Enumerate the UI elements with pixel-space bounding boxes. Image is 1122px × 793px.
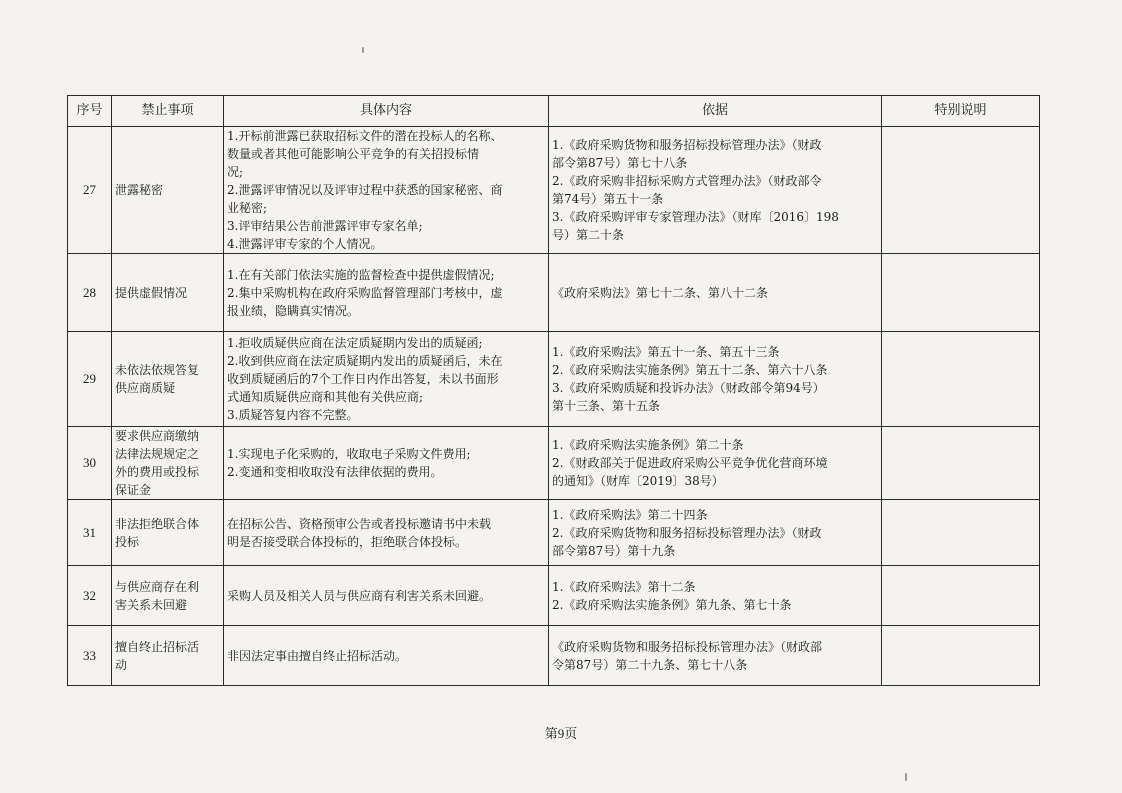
table-row — [68, 127, 1040, 254]
item-line: 外的费用或投标 — [115, 465, 200, 479]
cell-content — [224, 500, 549, 566]
item-line: 未依法依规答复 — [115, 363, 200, 377]
cell-item — [112, 626, 224, 686]
basis-line: 2.《政府采购货物和服务招标投标管理办法》（财政 — [552, 525, 822, 540]
item-line: 动 — [115, 657, 128, 672]
cell-no: 30 — [68, 427, 112, 500]
header-content: 具体内容 — [224, 96, 549, 127]
cell-content — [224, 566, 549, 626]
item-line: 非法拒绝联合体 — [115, 516, 200, 531]
content-line: 2.泄露评审情况以及评审过程中获悉的国家秘密、商 — [227, 183, 503, 197]
cell-basis — [549, 127, 882, 254]
basis-line: 第十三条、第十五条 — [552, 399, 661, 413]
content-line: 报业绩，隐瞒真实情况。 — [227, 303, 360, 318]
cell-note — [882, 254, 1040, 332]
content-line: 2.变通和变相收取没有法律依据的费用。 — [227, 465, 443, 479]
basis-line: 令第87号）第二十九条、第七十八条 — [552, 657, 748, 672]
cell-no: 33 — [68, 626, 112, 686]
item-line: 法律法规规定之 — [115, 447, 200, 461]
table-body — [68, 127, 1040, 686]
cell-note — [882, 566, 1040, 626]
item-line: 害关系未回避 — [115, 597, 188, 612]
basis-line: 1.《政府采购法》第二十四条 — [552, 507, 708, 522]
content-line: 业秘密; — [227, 201, 268, 215]
cell-no: 29 — [68, 332, 112, 427]
basis-line: 第74号）第五十一条 — [552, 192, 664, 206]
table-header-row — [68, 96, 1040, 127]
cell-content — [224, 626, 549, 686]
item-line: 擅自终止招标活 — [115, 639, 200, 654]
cell-no: 32 — [68, 566, 112, 626]
content-line: 2.集中采购机构在政府采购监督管理部门考核中，虚 — [227, 285, 503, 300]
content-line: 采购人员及相关人员与供应商有利害关系未回避。 — [227, 588, 492, 603]
content-line: 收到质疑函后的7个工作日内作出答复，未以书面形 — [227, 372, 499, 386]
prohibited-items-table — [67, 95, 1040, 686]
cell-item — [112, 127, 224, 254]
scan-mark — [905, 773, 907, 781]
item-line: 要求供应商缴纳 — [115, 429, 200, 443]
cell-content — [224, 254, 549, 332]
table-row — [68, 332, 1040, 427]
cell-item — [112, 254, 224, 332]
item-line: 与供应商存在利 — [115, 579, 200, 594]
content-line: 明是否接受联合体投标的，拒绝联合体投标。 — [227, 534, 468, 549]
basis-line: 号）第二十条 — [552, 228, 625, 242]
cell-content — [224, 427, 549, 500]
cell-no: 31 — [68, 500, 112, 566]
item-line: 投标 — [115, 534, 140, 549]
content-line: 非因法定事由擅自终止招标活动。 — [227, 648, 408, 663]
cell-item — [112, 332, 224, 427]
basis-line: 《政府采购货物和服务招标投标管理办法》（财政部 — [552, 639, 823, 654]
table-row — [68, 254, 1040, 332]
cell-note — [882, 626, 1040, 686]
scan-mark — [362, 47, 364, 53]
cell-no: 28 — [68, 254, 112, 332]
content-line: 4.泄露评审专家的个人情况。 — [227, 237, 383, 251]
cell-item — [112, 566, 224, 626]
basis-line: 2.《政府采购法实施条例》第九条、第七十条 — [552, 597, 792, 612]
cell-note — [882, 500, 1040, 566]
content-line: 在招标公告、资格预审公告或者投标邀请书中未载 — [227, 516, 492, 531]
cell-item — [112, 427, 224, 500]
page-number: 第9页 — [544, 726, 578, 741]
cell-note — [882, 427, 1040, 500]
header-item: 禁止事项 — [112, 96, 224, 127]
basis-line: 1.《政府采购法实施条例》第二十条 — [552, 438, 744, 452]
content-line: 式通知质疑供应商和其他有关供应商; — [227, 390, 424, 404]
cell-no: 27 — [68, 127, 112, 254]
content-line: 数量或者其他可能影响公平竞争的有关招投标情 — [227, 147, 480, 161]
basis-line: 部令第87号）第七十八条 — [552, 156, 688, 170]
table-row — [68, 427, 1040, 500]
basis-line: 2.《政府采购法实施条例》第五十二条、第六十八条 — [552, 363, 828, 377]
basis-line: 部令第87号）第十九条 — [552, 543, 676, 558]
content-line: 1.开标前泄露已获取招标文件的潜在投标人的名称、 — [227, 129, 503, 143]
content-line: 2.收到供应商在法定质疑期内发出的质疑函后，未在 — [227, 354, 503, 368]
content-line: 1.拒收质疑供应商在法定质疑期内发出的质疑函; — [227, 336, 483, 350]
basis-line: 1.《政府采购法》第十二条 — [552, 579, 696, 594]
cell-basis — [549, 427, 882, 500]
cell-note — [882, 127, 1040, 254]
basis-line: 1.《政府采购货物和服务招标投标管理办法》（财政 — [552, 138, 822, 152]
basis-line: 3.《政府采购评审专家管理办法》（财库〔2016〕198 — [552, 210, 839, 224]
item-line: 供应商质疑 — [115, 381, 176, 395]
basis-line: 的通知》（财库〔2019〕38号） — [552, 474, 724, 488]
basis-line: 2.《政府采购非招标采购方式管理办法》（财政部令 — [552, 174, 822, 188]
cell-basis — [549, 332, 882, 427]
cell-basis — [549, 500, 882, 566]
cell-item — [112, 500, 224, 566]
item-line: 保证金 — [115, 483, 152, 497]
cell-basis — [549, 254, 882, 332]
content-line: 1.实现电子化采购的，收取电子采购文件费用; — [227, 447, 471, 461]
item-line: 泄露秘密 — [115, 183, 164, 197]
content-line: 3.质疑答复内容不完整。 — [227, 408, 359, 422]
basis-line: 《政府采购法》第七十二条、第八十二条 — [552, 285, 769, 300]
cell-basis — [549, 626, 882, 686]
cell-basis — [549, 566, 882, 626]
table-row — [68, 500, 1040, 566]
item-line: 提供虚假情况 — [115, 285, 188, 300]
header-basis: 依据 — [549, 96, 882, 127]
header-note: 特别说明 — [882, 96, 1040, 127]
cell-content — [224, 127, 549, 254]
basis-line: 3.《政府采购质疑和投诉办法》（财政部令第94号） — [552, 381, 825, 395]
table-row — [68, 626, 1040, 686]
cell-note — [882, 332, 1040, 427]
basis-line: 2.《财政部关于促进政府采购公平竞争优化营商环境 — [552, 456, 828, 470]
table-row — [68, 566, 1040, 626]
basis-line: 1.《政府采购法》第五十一条、第五十三条 — [552, 345, 780, 359]
content-line: 况; — [227, 165, 244, 179]
content-line: 3.评审结果公告前泄露评审专家名单; — [227, 219, 423, 233]
content-line: 1.在有关部门依法实施的监督检查中提供虚假情况; — [227, 267, 495, 282]
header-no: 序号 — [68, 96, 112, 127]
cell-content — [224, 332, 549, 427]
